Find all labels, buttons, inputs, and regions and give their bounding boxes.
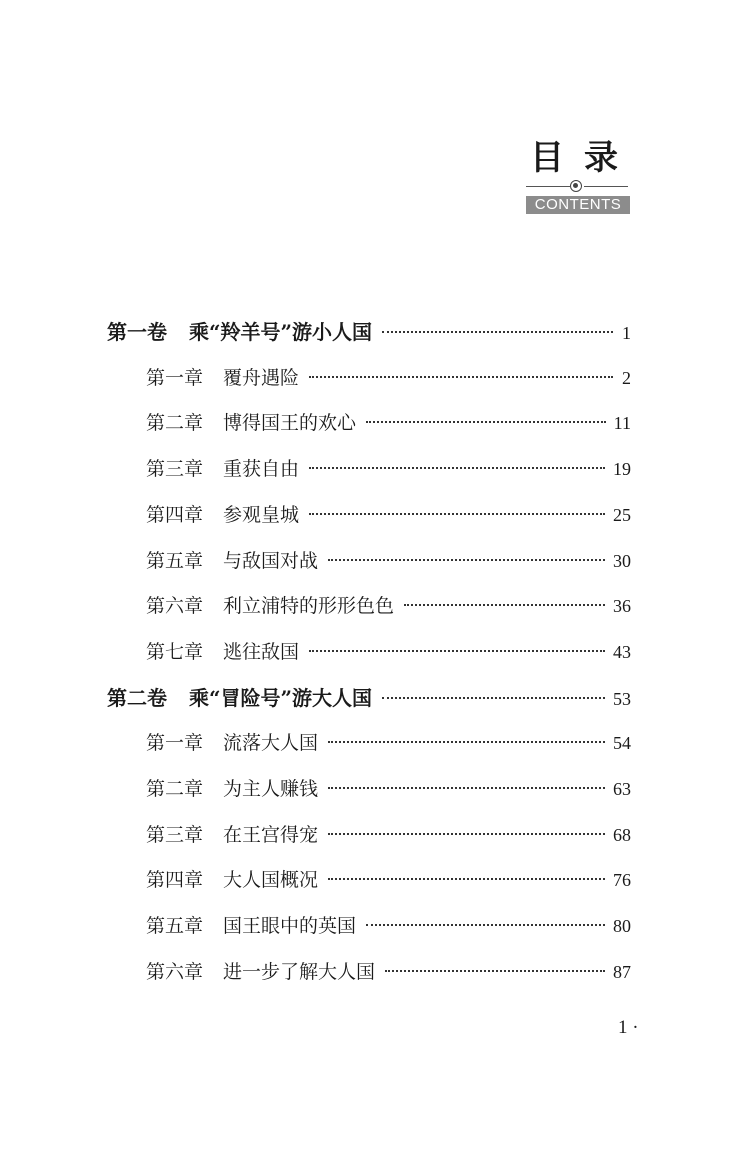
- chapter-title: 进一步了解大人国: [223, 960, 376, 983]
- toc-page-number: 36: [613, 596, 631, 617]
- toc-chapter-row[interactable]: [146, 586, 631, 626]
- toc-page-number: 63: [613, 779, 631, 799]
- chapter-number: 第四章: [146, 503, 204, 526]
- chapter-number: 第三章: [146, 823, 204, 846]
- dot-leader: [309, 467, 605, 469]
- part-title: 乘“羚羊号”游小人国: [189, 320, 373, 344]
- heading-title-char: 录: [584, 138, 618, 178]
- chapter-title: 博得国王的欢心: [223, 412, 357, 435]
- dot-leader: [382, 331, 613, 333]
- heading-subtitle: CONTENTS: [526, 196, 630, 214]
- dot-leader: [382, 697, 605, 699]
- dot-leader: [366, 421, 606, 423]
- toc-chapter-row[interactable]: [146, 541, 631, 581]
- chapter-number: 第六章: [146, 595, 204, 618]
- circle-ornament-icon: [570, 180, 582, 192]
- heading-ornament-rule: [520, 180, 632, 194]
- chapter-title: 流落大人国: [223, 732, 319, 755]
- toc-page-number: 11: [613, 413, 631, 434]
- dot-leader: [366, 924, 605, 926]
- part-number: 第二卷: [107, 685, 167, 710]
- toc-page-number: 19: [613, 459, 631, 480]
- dot-leader: [309, 376, 613, 378]
- toc-chapter-row[interactable]: [146, 358, 631, 398]
- divider: [584, 186, 628, 187]
- toc-page-number: 43: [613, 641, 631, 662]
- dot-leader: [328, 741, 605, 743]
- chapter-title: 逃往敌国: [223, 640, 300, 663]
- dot-leader: [328, 787, 605, 789]
- toc-part-row[interactable]: [107, 678, 631, 718]
- chapter-number: 第五章: [146, 549, 204, 572]
- toc-page-number: 1: [622, 323, 631, 343]
- toc-page-number: 80: [613, 916, 631, 937]
- toc-page-number: 54: [613, 733, 631, 754]
- chapter-title: 国王眼中的英国: [223, 915, 357, 938]
- divider: [526, 186, 570, 187]
- chapter-number: 第二章: [146, 412, 204, 435]
- chapter-title: 大人国概况: [223, 869, 319, 892]
- toc-chapter-row[interactable]: [146, 815, 631, 855]
- toc-chapter-row[interactable]: [146, 403, 631, 443]
- dot-leader: [328, 878, 605, 880]
- dot-leader: [328, 833, 605, 835]
- chapter-number: 第四章: [146, 869, 204, 892]
- toc-page-number: 76: [613, 870, 631, 891]
- toc-chapter-row[interactable]: [146, 723, 631, 763]
- dot-leader: [309, 513, 605, 515]
- heading-title: [520, 138, 632, 178]
- dot-leader: [309, 650, 605, 652]
- toc-chapter-row[interactable]: [146, 449, 631, 489]
- heading-title-char: 目: [530, 138, 564, 178]
- chapter-number: 第一章: [146, 366, 204, 389]
- dot-leader: [404, 604, 605, 606]
- chapter-title: 重获自由: [223, 458, 300, 481]
- chapter-number: 第五章: [146, 915, 204, 938]
- toc-chapter-row[interactable]: [146, 769, 631, 809]
- toc-page-number: 53: [613, 688, 631, 709]
- toc-chapter-row[interactable]: [146, 495, 631, 535]
- chapter-number: 第三章: [146, 458, 204, 481]
- toc-chapter-row[interactable]: [146, 860, 631, 900]
- chapter-title: 与敌国对战: [223, 549, 319, 572]
- chapter-number: 第六章: [146, 960, 204, 983]
- page-number: 1 ·: [618, 1017, 639, 1038]
- toc-chapter-row[interactable]: [146, 952, 631, 992]
- chapter-title: 在王宫得宠: [223, 823, 319, 846]
- part-number: 第一卷: [107, 320, 167, 344]
- dot-leader: [328, 559, 605, 561]
- chapter-title: 参观皇城: [223, 503, 300, 526]
- dot-leader: [385, 970, 605, 972]
- toc-page-number: 87: [613, 961, 631, 982]
- chapter-title: 为主人赚钱: [223, 778, 319, 800]
- contents-heading: [520, 138, 632, 214]
- toc-page-number: 25: [613, 504, 631, 525]
- toc-part-row[interactable]: [107, 312, 631, 352]
- toc-chapter-row[interactable]: [146, 906, 631, 946]
- chapter-number: 第一章: [146, 732, 204, 755]
- toc-page-number: 30: [613, 550, 631, 571]
- toc-page-number: 2: [622, 367, 631, 388]
- chapter-title: 利立浦特的形形色色: [223, 595, 395, 618]
- chapter-number: 第七章: [146, 640, 204, 663]
- chapter-number: 第二章: [146, 778, 204, 800]
- toc-chapter-row[interactable]: [146, 632, 631, 672]
- part-title: 乘“冒险号”游大人国: [189, 685, 373, 710]
- chapter-title: 覆舟遇险: [223, 366, 300, 389]
- toc-page-number: 68: [613, 824, 631, 845]
